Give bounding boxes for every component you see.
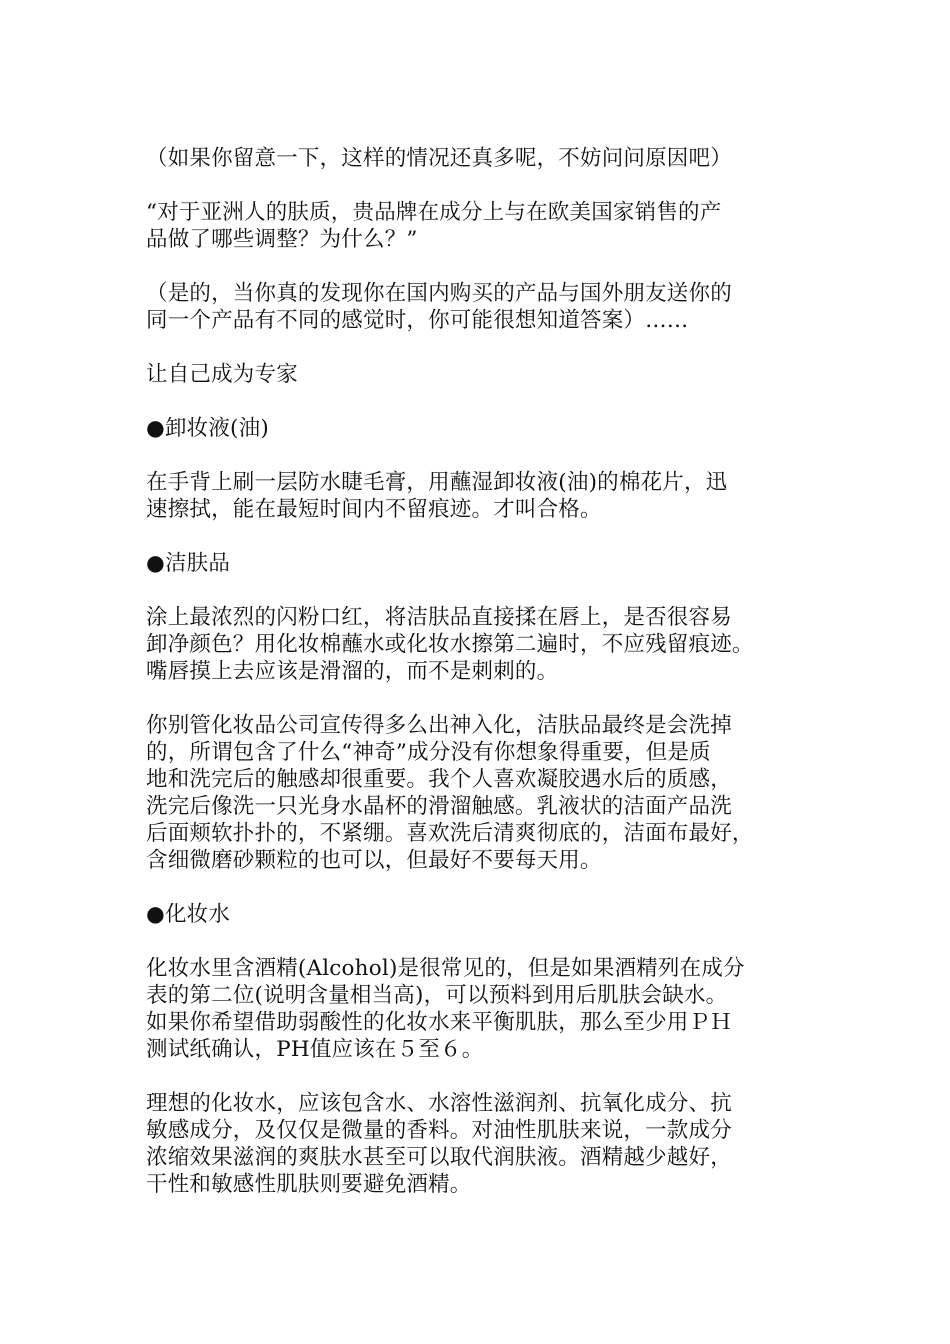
paragraph-ask-reason-note	[146, 145, 806, 172]
text-line: 如果你希望借助弱酸性的化妆水来平衡肌肤，那么至少用ＰＨ	[146, 1010, 732, 1035]
paragraph-toner-alcohol	[146, 955, 806, 1063]
text-line: 嘴唇摸上去应该是滑溜的，而不是刺刺的。	[146, 659, 559, 684]
text-line: 同一个产品有不同的感觉时，你可能很想知道答案）……	[146, 308, 689, 333]
paragraph-makeup-remover-test	[146, 469, 806, 523]
text-line: 在手背上刷一层防水睫毛膏，用蘸湿卸妆液(油)的棉花片，迅	[146, 470, 728, 495]
document-body	[146, 145, 806, 1225]
text-line: ●卸妆液(油)	[146, 416, 269, 441]
text-line: ●化妆水	[146, 902, 231, 927]
text-line: 化妆水里含酒精(Alcohol)是很常见的，但是如果酒精列在成分	[146, 956, 745, 981]
paragraph-product-difference-note	[146, 280, 806, 334]
text-line: 你别管化妆品公司宣传得多么出神入化，洁肤品最终是会洗掉	[146, 713, 732, 738]
text-line: 干性和敏感性肌肤则要避免酒精。	[146, 1172, 472, 1197]
bullet-heading-makeup-remover	[146, 415, 806, 442]
text-line: 后面颊软扑扑的，不紧绷。喜欢洗后清爽彻底的，洁面布最好，	[146, 821, 754, 846]
text-line: 让自己成为专家	[146, 362, 298, 387]
paragraph-ideal-toner	[146, 1090, 806, 1198]
text-line: 地和洗完后的触感却很重要。我个人喜欢凝胶遇水后的质感，	[146, 767, 732, 792]
text-line: 浓缩效果滋润的爽肤水甚至可以取代润肤液。酒精越少越好，	[146, 1145, 732, 1170]
paragraph-asia-question	[146, 199, 806, 253]
text-line: 测试纸确认，PH值应该在５至６。	[146, 1037, 484, 1062]
text-line: 涂上最浓烈的闪粉口红，将洁肤品直接揉在唇上，是否很容易	[146, 605, 732, 630]
text-line: 含细微磨砂颗粒的也可以，但最好不要每天用。	[146, 848, 602, 873]
text-line: 品做了哪些调整？为什么？”	[146, 227, 418, 252]
text-line: 表的第二位(说明含量相当高)，可以预料到用后肌肤会缺水。	[146, 983, 728, 1008]
text-line: 敏感成分，及仅仅是微量的香料。对油性肌肤来说，一款成分	[146, 1118, 732, 1143]
text-line: 速擦拭，能在最短时间内不留痕迹。才叫合格。	[146, 497, 602, 522]
text-line: 卸净颜色？用化妆棉蘸水或化妆水擦第二遍时，不应残留痕迹。	[146, 632, 754, 657]
text-line: 洗完后像洗一只光身水晶杯的滑溜触感。乳液状的洁面产品洗	[146, 794, 732, 819]
text-line: （如果你留意一下，这样的情况还真多呢，不妨问问原因吧）	[146, 146, 732, 171]
text-line: （是的，当你真的发现你在国内购买的产品与国外朋友送你的	[146, 281, 732, 306]
section-heading-become-expert	[146, 361, 806, 388]
paragraph-cleanser-test	[146, 604, 806, 685]
text-line: ●洁肤品	[146, 551, 231, 576]
bullet-heading-toner	[146, 901, 806, 928]
bullet-heading-cleanser	[146, 550, 806, 577]
paragraph-cleanser-texture	[146, 712, 806, 874]
text-line: 理想的化妆水，应该包含水、水溶性滋润剂、抗氧化成分、抗	[146, 1091, 732, 1116]
text-line: 的，所谓包含了什么“神奇”成分没有你想象得重要，但是质	[146, 740, 711, 765]
text-line: “对于亚洲人的肤质，贵品牌在成分上与在欧美国家销售的产	[146, 200, 722, 225]
